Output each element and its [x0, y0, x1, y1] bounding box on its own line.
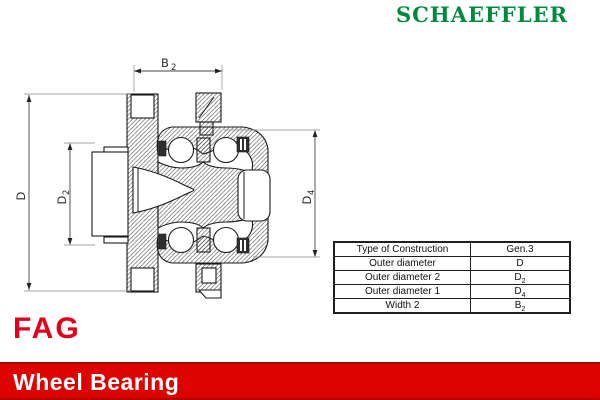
spec-value: Gen.3	[471, 242, 571, 257]
bearing-cage-bottom	[197, 228, 210, 252]
spec-label: Width 2	[334, 299, 471, 314]
dim-label-b2-sub: 2	[171, 63, 177, 73]
ball-top-left	[169, 138, 194, 163]
fag-logo: FAG	[13, 312, 81, 345]
dim-label-d: D	[14, 191, 28, 201]
table-row	[334, 285, 570, 299]
wheel-pilot	[92, 147, 128, 243]
dimension-d2	[55, 143, 95, 245]
dimension-b2	[134, 56, 222, 92]
ball-bottom-left	[169, 228, 194, 253]
dim-label-d2-sub: 2	[62, 189, 72, 195]
dim-label-b2: B	[161, 56, 169, 70]
spec-table	[333, 241, 571, 314]
dim-label-d4-sub: 4	[307, 189, 317, 195]
banner-title: Wheel Bearing	[13, 368, 180, 395]
spec-value: D	[471, 257, 571, 271]
wheel-stud-top	[131, 95, 154, 118]
bearing-cross-section-drawing	[0, 50, 345, 315]
outer-ring-flange-bottom	[196, 264, 221, 298]
spec-label: Outer diameter 1	[334, 285, 471, 299]
table-row	[334, 257, 570, 271]
dim-label-d4: D	[300, 195, 314, 205]
table-row	[334, 242, 570, 257]
spec-value: $D_2$	[471, 271, 571, 285]
dim-label-d2: D	[55, 195, 69, 205]
ball-bottom-right	[214, 228, 239, 253]
ball-top-right	[214, 138, 239, 163]
spec-value: $D_4$	[471, 285, 571, 299]
product-banner	[0, 362, 600, 400]
spec-value: $B_2$	[471, 299, 571, 314]
bearing-cage-top	[197, 138, 210, 162]
schaeffler-logo: SCHAEFFLER	[396, 2, 569, 27]
table-row	[334, 271, 570, 285]
wheel-stud-bottom	[131, 268, 154, 291]
spec-label: Type of Construction	[334, 242, 471, 257]
spec-label: Outer diameter 2	[334, 271, 471, 285]
spec-label: Outer diameter	[334, 257, 471, 271]
bore-end	[238, 170, 270, 221]
table-row	[334, 299, 570, 314]
